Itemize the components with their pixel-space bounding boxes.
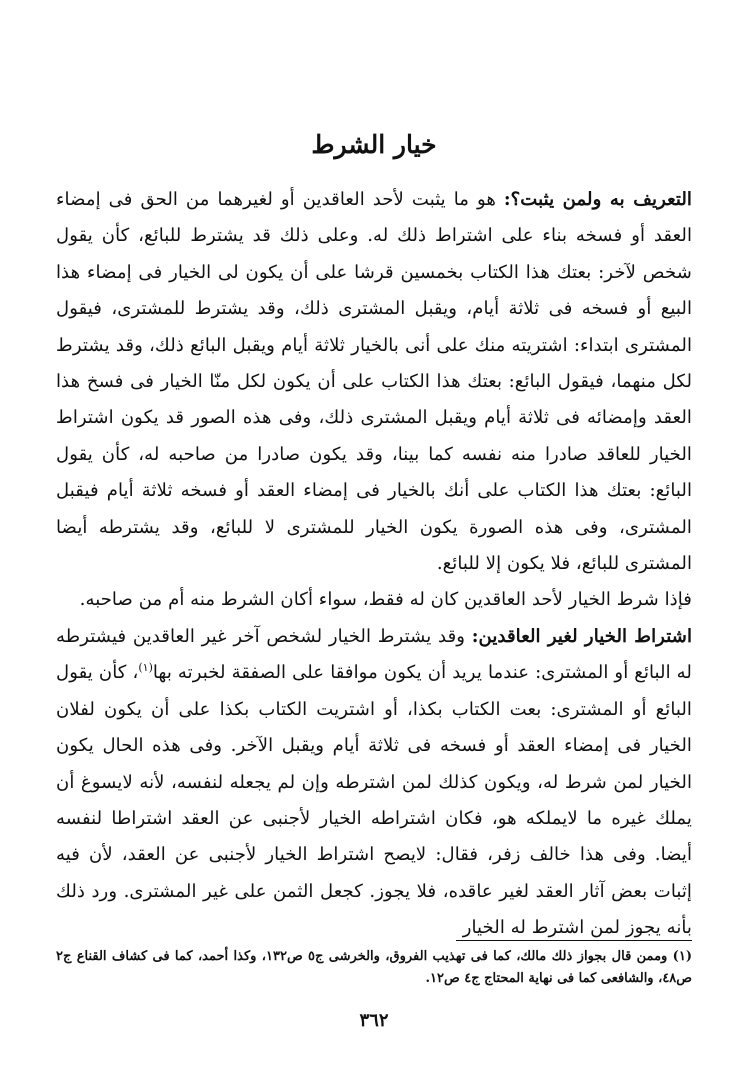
page-title: خيار الشرط [311, 130, 437, 159]
paragraph-conclusion [56, 582, 692, 618]
paragraph-definition [56, 182, 692, 582]
footnote-reference: (١) [138, 661, 153, 675]
paragraph-text: وقد يشترط الخيار لشخص آخر غير العاقدين فيشترطه له البائع أو المشترى: عندما يريد أن يكون موافقا على الصفقة لخبرته بها [56, 625, 692, 684]
paragraph-text: فإذا شرط الخيار لأحد العاقدين كان له فقط، سواء أكان الشرط منه أم من صاحبه. [79, 589, 692, 611]
paragraph-text: هو ما يثبت لأحد العاقدين أو لغيرهما من الحق فى إمضاء العقد أو فسخه بناء على اشتراط ذلك له. وعلى ذلك قد يشترط للبائع، كأن يقول شخص لآخر: بعتك هذا الكتاب بخمسين قرشا على أن يكون لى الخيار فى إمضاء هذا البيع أو فسخه فى ثلاثة أيام، ويقبل المشترى ذلك، وقد يشترط للمشترى، فيقول المشترى ابتداء: اشتريته منك على أنى بالخيار ثلاثة أيام ويقبل البائع ذلك، وقد يشترط لكل منهما، فيقول البائع: بعتك هذا الكتاب على أن يكون لكل منّا الخيار فى فسخ هذا العقد وإمضائه فى ثلاثة أيام ويقبل المشترى ذلك، وفى هذه الصور قد يكون اشتراط الخيار للعاقد صادرا منه نفسه كما بينا، وقد يكون صادرا من صاحبه له، كأن يقول البائع: بعتك هذا الكتاب على أنك بالخيار فى إمضاء العقد أو فسخه ثلاثة أيام فيقبل المشترى، وفى هذه الصورة يكون الخيار للمشترى لا للبائع، وقد يشترطه أيضا المشترى للبائع، فلا يكون إلا للبائع. [56, 189, 692, 575]
footnote: (١) وممن قال بجواز ذلك مالك، كما فى تهذيب الفروق، والخرشى ج٥ ص١٣٢، وكذا أحمد، كما فى كشاف القناع ج٢ ص٤٨، والشافعى كما فى نهاية المحتاج ج٤ ص١٢. [56, 949, 692, 986]
footnote-divider [456, 940, 692, 941]
page-number: ٣٦٢ [359, 1010, 389, 1031]
paragraph-third-party [56, 619, 692, 947]
body-text [56, 182, 692, 947]
paragraph-text-continued: ، كأن يقول البائع أو المشترى: بعت الكتاب بكذا، أو اشتريت الكتاب بكذا على أن يكون لفلان الخيار فى إمضاء العقد أو فسخه فى ثلاثة أيام ويقبل الآخر. وفى هذه الحال يكون الخيار لمن شرط له، ويكون كذلك لمن اشترطه وإن لم يجعله لنفسه، لأنه لايسوغ أن يملك غيره ما لايملكه هو، فكان اشتراطه الخيار لأجنبى عن العقد اشتراطا لنفسه أيضا. وفى هذا خالف زفر، فقال: لايصح اشتراط الخيار لأجنبى عن العقد، لأن فيه إثبات بعض آثار العقد لغير عاقده، فلا يجوز. كجعل الثمن على غير المشترى. ورد ذلك بأنه يجوز لمن اشترط له الخيار [56, 662, 692, 939]
paragraph-heading: اشتراط الخيار لغير العاقدين: [471, 625, 693, 647]
paragraph-heading: التعريف به ولمن يثبت؟: [503, 189, 692, 210]
